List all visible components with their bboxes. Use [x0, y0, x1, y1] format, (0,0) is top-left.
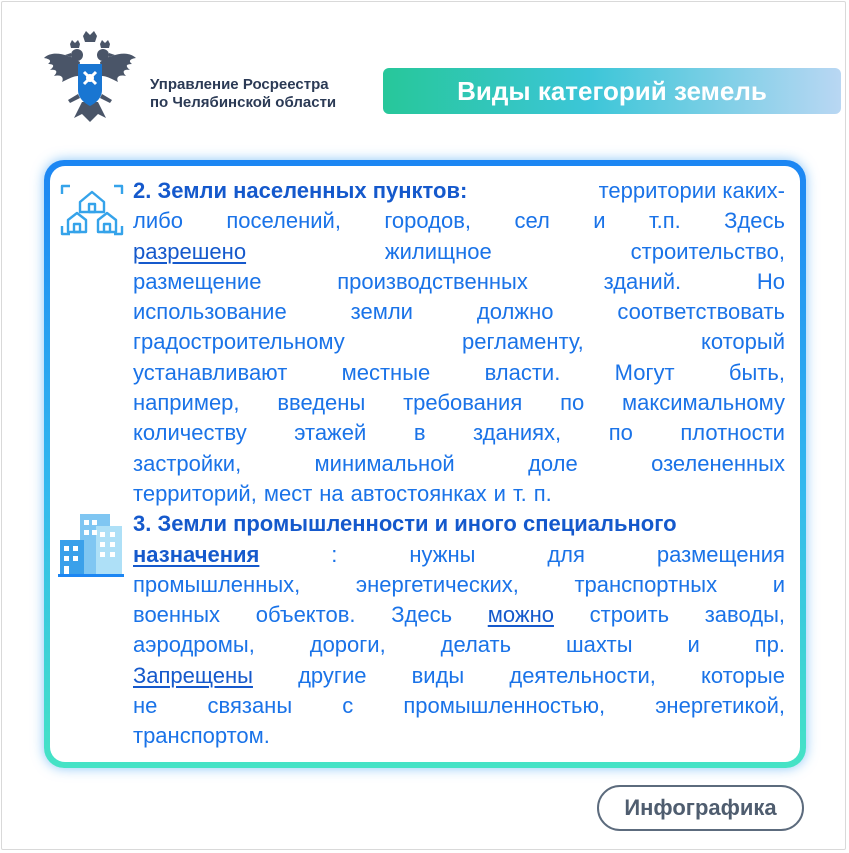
text-word: для: [547, 541, 585, 567]
text-line: [133, 388, 785, 418]
text-word: которые: [700, 662, 785, 688]
infographic-tag: [597, 785, 804, 831]
text-line: [133, 691, 785, 721]
text-word: :: [331, 541, 338, 567]
text-word: и: [493, 480, 506, 506]
text-word: и: [772, 571, 785, 597]
text-word: энергетикой,: [655, 693, 785, 719]
text-word: и: [687, 632, 700, 658]
text-word: т.п.: [648, 208, 681, 234]
section-heading: 3. Земли промышленности и иного специального: [133, 511, 677, 537]
text-word: строить: [589, 602, 670, 628]
text-line: [133, 267, 785, 297]
text-word: устанавливают: [133, 359, 288, 385]
text-word: с: [342, 693, 354, 719]
text-word: жилищное: [384, 238, 492, 264]
text-line: [133, 176, 785, 206]
text-word: Здесь: [391, 602, 453, 628]
text-word: размещения: [656, 541, 785, 567]
text-word: территорий,: [133, 480, 257, 506]
text-word: Здесь: [724, 208, 785, 234]
text-word: автостоянках: [350, 480, 487, 506]
text-word: промышленностью,: [403, 693, 606, 719]
text-word: и: [593, 208, 606, 234]
text-word: этажей: [294, 420, 367, 446]
text-word: который: [700, 329, 785, 355]
text-word: плотности: [680, 420, 785, 446]
text-line: [133, 237, 785, 267]
text-word: объектов.: [255, 602, 356, 628]
text-word: по: [608, 420, 633, 446]
underlined-word: можно: [487, 602, 554, 628]
text-word: поселений,: [226, 208, 341, 234]
text-word: местные: [341, 359, 431, 385]
text-line: [133, 600, 785, 630]
text-line: [133, 418, 785, 448]
text-word: деятельности,: [509, 662, 656, 688]
text-word: другие: [298, 662, 367, 688]
text-word: заводы,: [704, 602, 785, 628]
text-line: [133, 661, 785, 691]
org-line-2: по Челябинской области: [150, 94, 337, 111]
text-word: Могут: [614, 359, 675, 385]
text-word: регламенту,: [461, 329, 584, 355]
buildings-icon: [56, 510, 126, 580]
underlined-word: назначения: [133, 541, 260, 567]
text-line: [133, 540, 785, 570]
text-word: например,: [133, 390, 240, 416]
text-line: [133, 327, 785, 357]
text-line: [133, 721, 785, 751]
text-word: пр.: [754, 632, 785, 658]
text-word: виды: [411, 662, 465, 688]
text-word: сел: [514, 208, 550, 234]
text-word: строительство,: [630, 238, 785, 264]
text-word: т.: [512, 480, 527, 506]
text-word: быть,: [728, 359, 785, 385]
text-word: аэродромы,: [133, 632, 255, 658]
text-word: введены: [277, 390, 366, 416]
text-word: земли: [350, 299, 413, 325]
text-word: требования: [403, 390, 523, 416]
text-line: [133, 297, 785, 327]
text-word: промышленных,: [133, 571, 301, 597]
eagle-emblem-icon: [40, 28, 140, 128]
text-word: использование: [133, 299, 287, 325]
text-line: [133, 449, 785, 479]
text-word: озелененных: [651, 450, 785, 476]
text-word: по: [560, 390, 585, 416]
text-word: зданий.: [603, 268, 682, 294]
text-word: власти.: [484, 359, 561, 385]
org-line-1: Управление Росреестра: [150, 76, 329, 93]
text-word: в: [413, 420, 426, 446]
text-word: максимальному: [622, 390, 785, 416]
section-heading: 2. Земли населенных пунктов:: [133, 178, 468, 203]
text-word: военных: [133, 602, 221, 628]
text-line: [133, 570, 785, 600]
page-title: Виды категорий земель: [457, 75, 767, 106]
text-line: [133, 479, 785, 509]
text-line: [133, 509, 785, 539]
text-word: нужны: [409, 541, 476, 567]
text-word: либо: [133, 208, 183, 234]
text-word: п.: [533, 480, 552, 506]
text-word: доле: [528, 450, 578, 476]
houses-icon: [60, 182, 124, 238]
text-word: размещение: [133, 268, 262, 294]
text-line: [133, 206, 785, 236]
text-line: [133, 630, 785, 660]
text-word: территории каких-: [598, 178, 785, 203]
text-line: [133, 358, 785, 388]
text-word: шахты: [566, 632, 633, 658]
text-word: соответствовать: [617, 299, 785, 325]
infographic-tag-label: Инфографика: [624, 795, 777, 820]
text-word: энергетических,: [355, 571, 519, 597]
title-banner: [383, 68, 841, 114]
text-word: количеству: [133, 420, 247, 446]
text-word: дороги,: [309, 632, 386, 658]
text-word: на: [319, 480, 344, 506]
organization-name: [150, 76, 336, 112]
text-word: транспортных: [574, 571, 718, 597]
text-word: производственных: [337, 268, 528, 294]
text-word: должно: [476, 299, 554, 325]
underlined-word: разрешено: [133, 238, 247, 264]
text-word: мест: [263, 480, 313, 506]
text-word: не: [133, 693, 158, 719]
body-text: [133, 176, 785, 752]
text-word: градостроительному: [133, 329, 345, 355]
text-word: минимальной: [314, 450, 455, 476]
text-word: делать: [440, 632, 512, 658]
text-word: транспортом.: [133, 723, 270, 749]
text-word: зданиях,: [473, 420, 562, 446]
underlined-word: Запрещены: [133, 662, 253, 688]
text-word: Но: [756, 268, 785, 294]
text-word: городов,: [384, 208, 472, 234]
text-word: застройки,: [133, 450, 242, 476]
text-word: связаны: [207, 693, 293, 719]
